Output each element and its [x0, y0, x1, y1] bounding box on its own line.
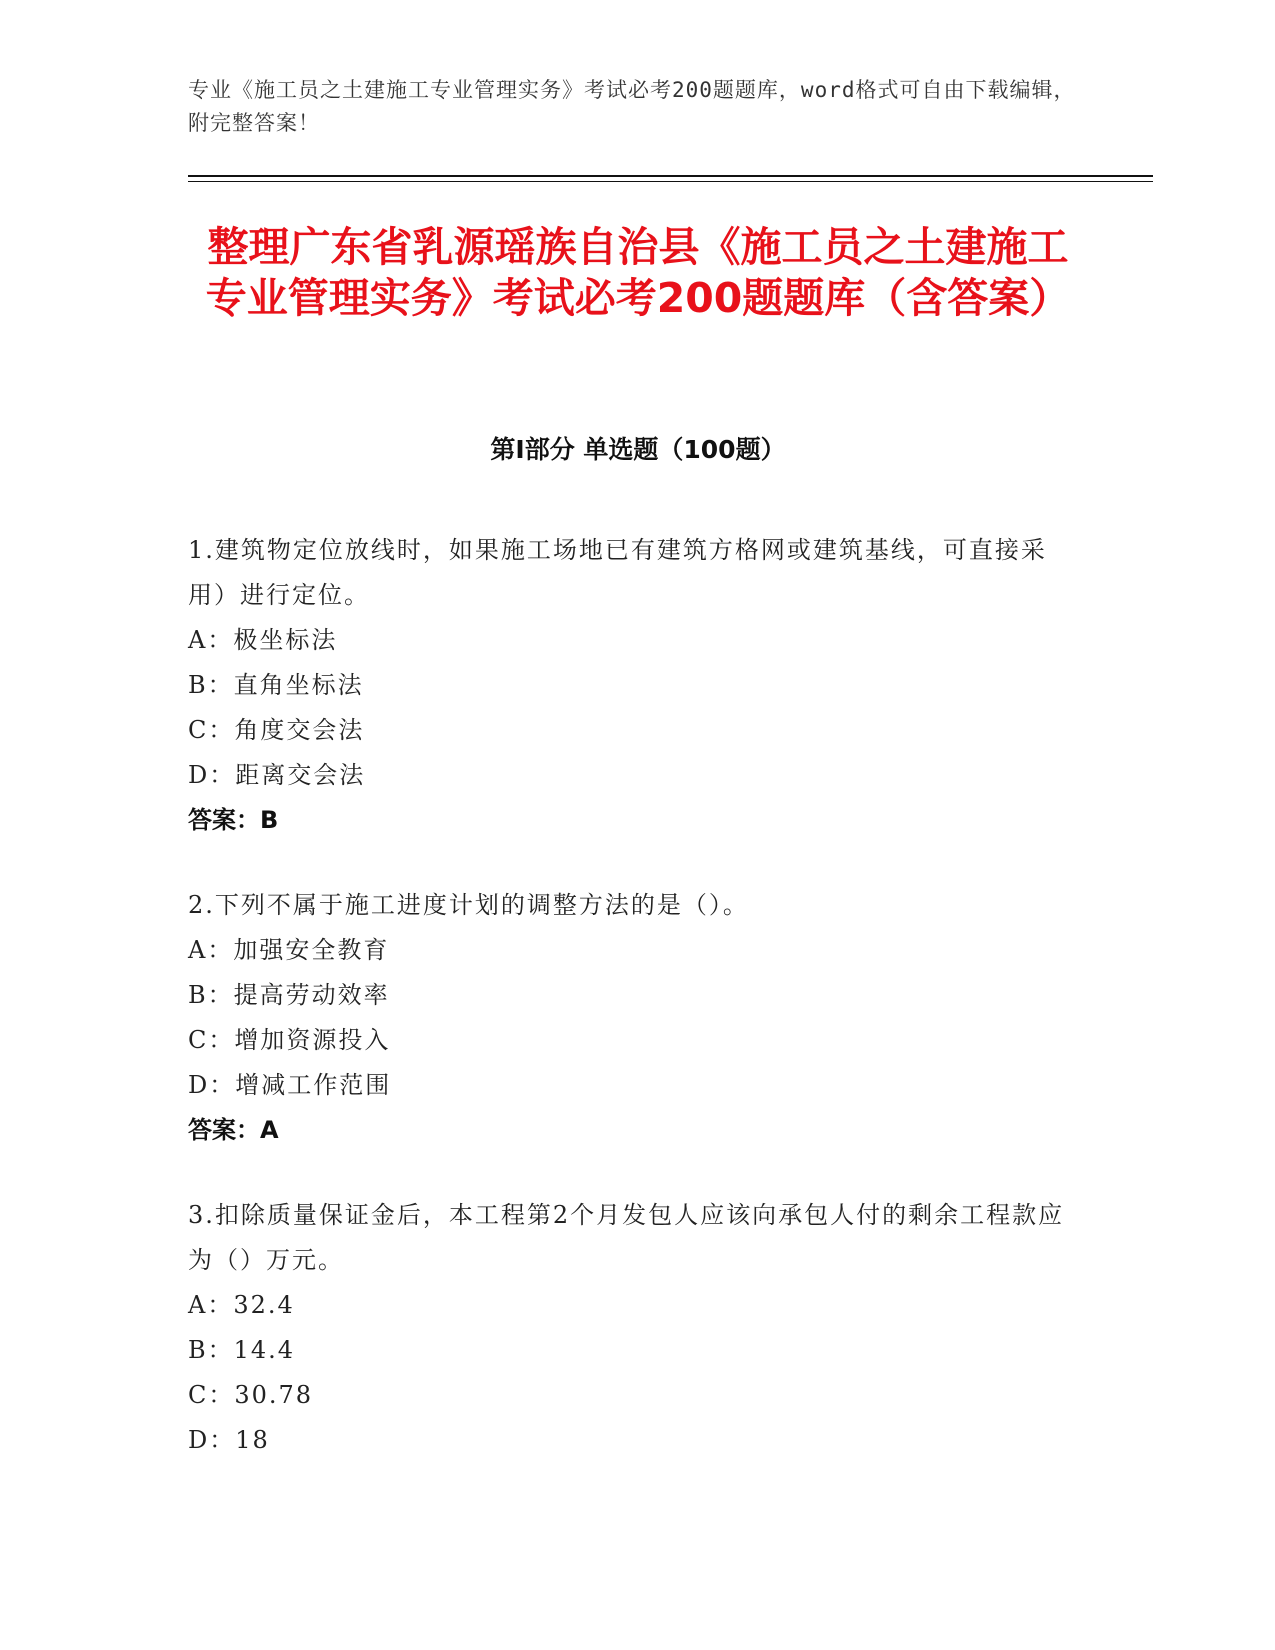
option-b: B：提高劳动效率	[188, 981, 390, 1009]
answer: 答案：B	[188, 806, 279, 834]
option-c: C：增加资源投入	[188, 1026, 391, 1054]
option-c: C：30.78	[188, 1381, 314, 1409]
question-stem: 1.建筑物定位放线时，如果施工场地已有建筑方格网或建筑基线，可直接采用）进行定位。	[188, 536, 1047, 609]
question-list	[188, 528, 1068, 1503]
question-stem: 2.下列不属于施工进度计划的调整方法的是（）。	[188, 891, 749, 919]
question-3	[188, 1193, 1068, 1463]
answer: 答案：A	[188, 1116, 279, 1144]
option-b: B：直角坐标法	[188, 671, 364, 699]
option-d: D：增减工作范围	[188, 1071, 392, 1099]
question-2	[188, 883, 1068, 1153]
option-a: A：加强安全教育	[188, 936, 390, 964]
header-rule-thick	[188, 175, 1153, 177]
option-a: A：极坐标法	[188, 626, 338, 654]
option-a: A：32.4	[188, 1291, 295, 1319]
document-title: 整理广东省乳源瑶族自治县《施工员之土建施工专业管理实务》考试必考200题题库（含答案）	[205, 223, 1071, 322]
section-heading: 第I部分 单选题（100题）	[490, 435, 786, 464]
option-d: D：距离交会法	[188, 761, 366, 789]
option-b: B：14.4	[188, 1336, 296, 1364]
option-c: C：角度交会法	[188, 716, 365, 744]
option-d: D：18	[188, 1426, 270, 1454]
header-rule-thin	[188, 181, 1153, 182]
header-note: 专业《施工员之土建施工专业管理实务》考试必考200题题库，word格式可自由下载编辑，附完整答案！	[188, 78, 1076, 135]
question-stem: 3.扣除质量保证金后，本工程第2个月发包人应该向承包人付的剩余工程款应为（）万元。	[188, 1201, 1065, 1274]
question-1	[188, 528, 1068, 843]
